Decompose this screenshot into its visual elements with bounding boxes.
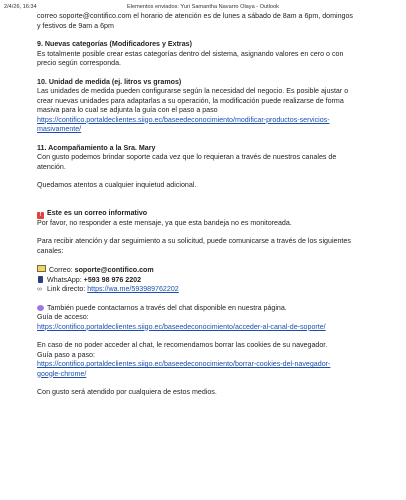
section-11-text: Con gusto podemos brindar soporte cada vez que lo requieran a través de nuestros canales de [37,153,337,161]
cookies-text: En caso de no poder acceder al chat, le recomendamos borrar las cookies de su navegador. [37,341,328,349]
chat-text: También puede contactarnos a través del chat disponible en nuestra página. [47,303,287,312]
contact-email-row [37,265,373,276]
section-9-text: Es totalmente posible crear estas categorías dentro del sistema, asignando valores en cero o con [37,49,344,58]
chat-icon [37,305,44,311]
clear-cookies-guide-link-cont[interactable]: google-chrome/ [37,369,87,378]
chat-guide-label: Guía de acceso: [37,313,89,321]
chat-access-guide-link[interactable]: https://contifico.portaldeclientes.siigo.ec/baseedeconocimiento/acceder-al-canal-de-soporte/ [37,322,326,331]
link-icon: ∞ [37,286,42,293]
intro-line: correo soporte@contifico.com el horario de atención es de lunes a sábado de 8am a 6pm, domingos [37,12,353,20]
clear-cookies-guide-link[interactable]: https://contifico.portaldeclientes.siigo.ec/baseedeconocimiento/borrar-cookies-del-navegador- [37,360,331,368]
signoff-text: Con gusto será atendido por cualquiera de estos medios. [37,388,217,396]
section-10-text: masiva para lo cual se adjunta la guía con el paso a paso [37,106,218,114]
notice-title: Este es un correo informativo [47,208,148,217]
whatsapp-value: +593 98 976 2202 [83,275,142,284]
print-title: Elementos enviados: Yuri Samantha Navarro Olaya - Outlook [127,4,279,10]
contact-link-row [37,285,373,295]
section-9-text: precio según corresponda. [37,59,121,67]
phone-icon [38,276,43,283]
whatsapp-direct-link[interactable]: https://wa.me/593989762202 [87,285,179,293]
section-9-heading: 9. Nuevas categorías (Modificadores y Extras) [37,40,192,48]
warning-icon: ! [37,212,44,219]
section-11-heading: 11. Acompañamiento a la Sra. Mary [37,143,156,152]
contact-whatsapp-row [37,276,373,286]
notice-text: Por favor, no responder a este mensaje, ya que esta bandeja no es monitoreada. [37,218,292,227]
contact-intro: Para recibir atención y dar seguimiento a su solicitud, puede comunicarse a través de los siguientes [37,237,351,245]
email-body [37,12,373,398]
section-10-text: crear nuevas unidades para adaptarlas a su operación, la modificación puede realizarse de forma [37,96,344,105]
whatsapp-label: WhatsApp: [47,275,84,284]
contact-intro: canales: [37,246,64,255]
email-icon [37,265,46,272]
section-11-text: atención. [37,162,66,171]
closing-text: Quedamos atentos a cualquier inquietud adicional. [37,181,197,189]
modify-products-guide-link[interactable]: https://contifico.portaldeclientes.siigo.ec/baseedeconocimiento/modificar-productos-servicios- [37,115,330,124]
email-value: soporte@contifico.com [74,266,154,274]
print-date: 2/4/26, 16:34 [4,4,37,10]
direct-link-label: Link directo: [47,285,88,293]
modify-products-guide-link-cont[interactable]: masivamente/ [37,125,82,133]
email-label: Correo: [49,266,75,274]
cookies-guide-label: Guía paso a paso: [37,350,95,359]
section-10-heading: 10. Unidad de medida (ej. litros vs gramos) [37,77,182,86]
section-10-text: Las unidades de medida pueden configurarse según la necesidad del negocio. Es posible ajustar o [37,87,349,95]
intro-line: y festivos de 9am a 6pm [37,21,114,30]
